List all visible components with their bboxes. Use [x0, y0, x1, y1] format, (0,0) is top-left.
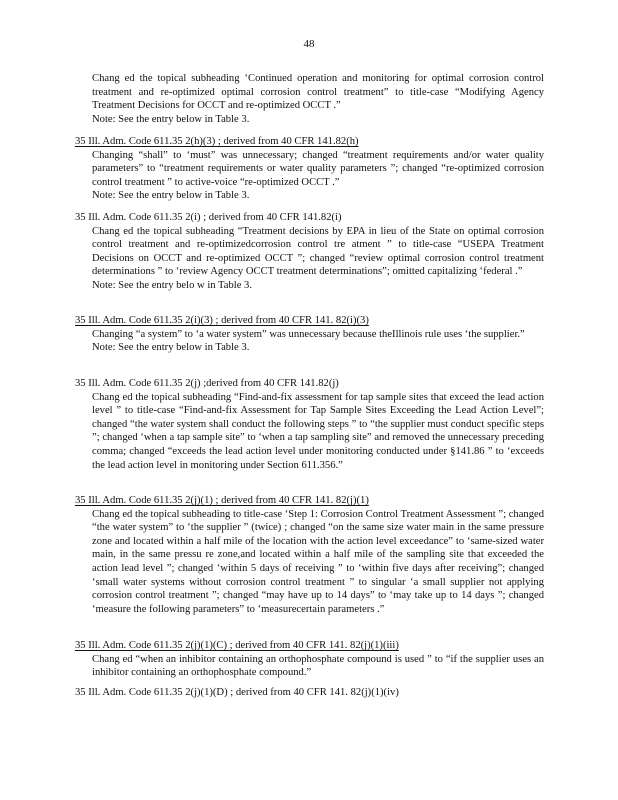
intro-paragraph	[92, 72, 544, 126]
entry-body: Chang ed the topical subheading to title-case ‘Step 1: Corrosion Control Treatment Assessment ”; changed “the water system” to ‘the supplier ” (twice) ; changed “on the same size water main in the same pressure zone and located within a half mile of the location with the action level exceedance” to ‘same-sized water main, in the same pressu re zone,and located within a half mile of the sampling site that exceeded the action lead level ”; changed ‘within 5 days of receiving ” to ‘within five days after receiving”; changed ‘small water systems without corrosion control treatment ” to singular ‘a small supplier not applying corrosion control treatment ”; changed “may have up to 14 days” to ‘may take up to 14 days ”; changed ‘measure the following parameters” to ‘measurecertain parameters .”	[92, 508, 544, 615]
entry-611-352-i-3	[75, 314, 544, 355]
entry-heading: 35 Ill. Adm. Code 611.35 2(j)(1)(D) ; derived from 40 CFR 141. 82(j)(1)(iv)	[75, 687, 399, 698]
entry-611-352-j	[75, 377, 544, 472]
page-number: 48	[303, 38, 315, 50]
entry-heading: 35 Ill. Adm. Code 611.35 2(i)(3) ; derived from 40 CFR 141. 82(i)(3)	[75, 315, 369, 326]
entry-heading: 35 Ill. Adm. Code 611.35 2(i) ; derived from 40 CFR 141.82(i)	[75, 212, 342, 223]
entry-body: Chang ed the topical subheading “Find-and-fix assessment for tap sample sites that exceed the lead action level ” to title-case “Find-and-fix Assessment for Tap Sample Sites Exceeding the Lead Action Level”; changed “the water system shall conduct the following steps ” to “the supplier must conduct specific steps ”; changed ‘when a tap sample site” to ‘when a tap sampling site” and removed the unnecessary preceding comma; changed “exceeds the lead action level under monitoring conducted under §141.86 ” to ‘exceeds the lead action level in monitoring under Section 611.356.”	[92, 391, 544, 471]
entry-611-352-i	[75, 211, 544, 293]
entry-body: Chang ed “when an inhibitor containing an orthophosphate compound is used ” to “if the supplier uses an inhibitor containing an orthophosphate compound.”	[92, 653, 544, 679]
entry-611-352-j-1	[75, 494, 544, 616]
entry-heading: 35 Ill. Adm. Code 611.35 2(j)(1)(C) ; derived from 40 CFR 141. 82(j)(1)(iii)	[75, 640, 399, 651]
entry-heading: 35 Ill. Adm. Code 611.35 2(h)(3) ; derived from 40 CFR 141.82(h)	[75, 136, 359, 147]
entry-611-352-j-1-d	[75, 686, 544, 700]
entry-body: Changing “a system” to ‘a water system” was unnecessary because theIllinois rule uses ‘the supplier.”	[92, 328, 525, 340]
entry-611-352-h-3	[75, 135, 544, 203]
entry-body: Changing “shall” to ‘must” was unnecessary; changed “treatment requirements and/or water quality parameters” to “treatment requirements or water quality parameters ”; changed “re-optimized corrosion control treatment ” to active-voice “re-optimized OCCT .”	[92, 149, 544, 188]
entry-body: Chang ed the topical subheading “Treatment decisions by EPA in lieu of the State on optimal corrosion control treatment and re-optimizedcorrosion control tre atment ” to title-case “USEPA Treatment Decisions on OCCT and re-optimized OCCT ”; changed “review optimal corrosion control treatment determinations ” to ‘review Agency OCCT treatment determinations”; omitted capitalizing ‘federal .”	[92, 225, 544, 278]
entry-heading: 35 Ill. Adm. Code 611.35 2(j)(1) ; derived from 40 CFR 141. 82(j)(1)	[75, 495, 369, 506]
intro-note: Note: See the entry below in Table 3.	[92, 113, 250, 125]
intro-text: Chang ed the topical subheading ‘Continued operation and monitoring for optimal corrosion control treatment and re-optimized optimal corrosion control treatment” to title-case “Modifying Agency Treatment Decisions for OCCT and re-optimized OCCT .”	[92, 73, 544, 112]
entry-note: Note: See the entry below in Table 3.	[92, 190, 250, 202]
entry-611-352-j-1-c	[75, 639, 544, 680]
entry-note: Note: See the entry belo w in Table 3.	[92, 279, 252, 291]
entry-heading: 35 Ill. Adm. Code 611.35 2(j) ;derived from 40 CFR 141.82(j)	[75, 378, 339, 389]
entry-note: Note: See the entry below in Table 3.	[92, 342, 250, 354]
